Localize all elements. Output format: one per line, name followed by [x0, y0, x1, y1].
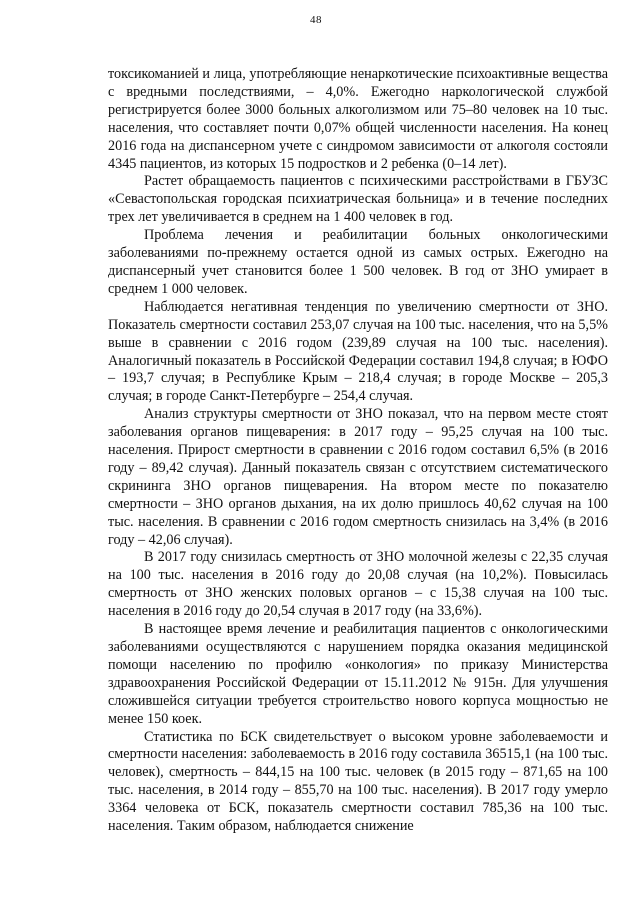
page-number: 48: [310, 14, 322, 26]
paragraph-psychiatric-patients: Растет обращаемость пациентов с психическими расстройствами в ГБУЗС «Севастопольская городская психиатрическая больница» и в течение последних трех лет увеличивается в среднем на 1 400 человек в год.: [108, 173, 608, 226]
paragraph-oncology-problem: Проблема лечения и реабилитации больных онкологическими заболеваниями по-прежнему остается одной из самых острых. Ежегодно на диспансерный учет становится более 1 500 человек. В год от ЗНО умирает в среднем 1 000 человек.: [108, 227, 608, 297]
paragraph-addiction-statistics: токсикоманией и лица, употребляющие ненаркотические психоактивные вещества с вредными последствиями, – 4,0%. Ежегодно наркологической службой регистрируется более 3000 больных алкоголизмом или 75–80 человек на 10 тыс. населения, что составляет почти 0,07% общей численности населения. На конец 2016 года на диспансерном учете с синдромом зависимости от алкоголя состояли 4345 пациентов, из которых 15 подростков и 2 ребенка (0–14 лет).: [108, 66, 608, 172]
paragraph-cancer-mortality-structure: Анализ структуры смертности от ЗНО показал, что на первом месте стоят заболевания органов пищеварения: в 2017 году – 95,25 случая на 100 тыс. населения. Прирост смертности в сравнении с 2016 годом составил 6,5% (в 2016 году – 89,42 случая). Данный показатель связан с отсутствием систематического скрининга ЗНО органов пищеварения. На втором месте по показателю смертности – ЗНО органов дыхания, на их долю пришлось 40,62 случая на 100 тыс. населения. В сравнении с 2016 годом смертность снизилась на 3,4% (в 2016 году – 42,06 случая).: [108, 406, 608, 548]
paragraph-cancer-mortality-trend: Наблюдается негативная тенденция по увеличению смертности от ЗНО. Показатель смертности составил 253,07 случая на 100 тыс. населения, что на 5,5% выше в сравнении с 2016 годом (239,89 случая на 100 тыс. населения). Аналогичный показатель в Российской Федерации составил 194,8 случая; в ЮФО – 193,7 случая; в Республике Крым – 218,4 случая; в городе Москве – 205,3 случая; в городе Санкт-Петербурге – 254,4 случая.: [108, 298, 608, 405]
paragraph-circulatory-disease-statistics: Статистика по БСК свидетельствует о высоком уровне заболеваемости и смертности населения: заболеваемость в 2016 году составила 36515,1 (на 100 тыс. человек), смертность – 844,15 на 100 тыс. человек (в 2015 году – 871,65 на 100 тыс. населения, в 2014 году – 855,70 на 100 тыс. населения). В 2017 году умерло 3364 человека от БСК, показатель смертности составил 785,36 на 100 тыс. населения. Таким образом, наблюдается снижение: [108, 728, 608, 835]
paragraph-breast-and-gynecologic-cancer: В 2017 году снизилась смертность от ЗНО молочной железы с 22,35 случая на 100 тыс. населения в 2016 году до 20,08 случая (на 10,2%). Повысилась смертность от ЗНО женских половых органов – с 15,38 случая на 100 тыс. населения в 2016 году до 20,54 случая в 2017 году (на 33,6%).: [108, 549, 608, 620]
paragraph-oncology-care-order: В настоящее время лечение и реабилитация пациентов с онкологическими заболеваниями осуществляются с нарушением порядка оказания медицинской помощи населению по профилю «онкология» по приказу Министерства здравоохранения Российской Федерации от 15.11.2012 № 915н. Для улучшения сложившейся ситуации требуется строительство нового корпуса мощностью не менее 150 коек.: [108, 621, 608, 727]
document-body: [108, 66, 608, 836]
